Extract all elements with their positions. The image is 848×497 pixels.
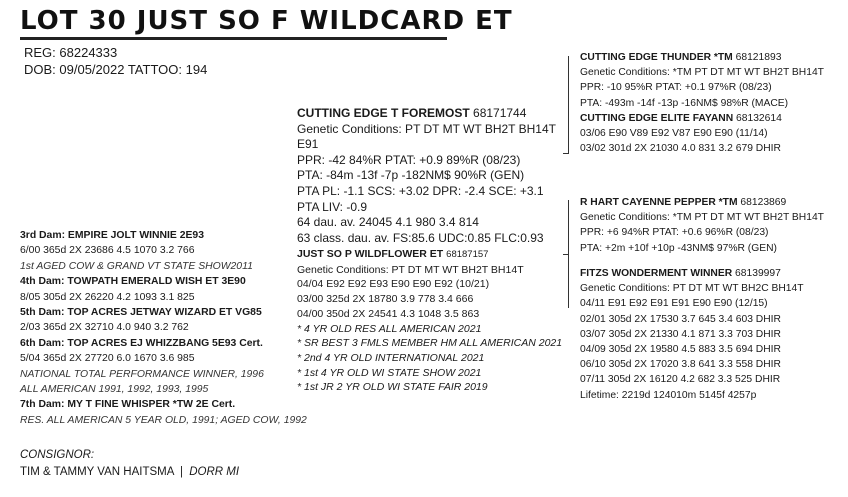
consignor-separator: | [179,465,183,478]
sire-line: Genetic Conditions: PT DT MT WT BH2T BH14T [297,121,556,136]
third-dam-honor: 1st AGED COW & GRAND VT STATE SHOW2011 [20,260,253,272]
consignor-location: DORR MI [189,465,240,478]
animal-info [24,44,207,78]
consignor-line [20,464,239,481]
dam-sire-line: PTA: +2m +10f +10p -43NM$ 97%R (GEN) [580,242,777,254]
dam-dam-name: FITZS WONDERMENT WINNER [580,268,733,279]
dam-line: 04/00 350d 2X 24541 4.3 1048 3.5 863 [297,307,480,320]
sire-bracket-tick [563,153,569,154]
seventh-dam-honor: RES. ALL AMERICAN 5 YEAR OLD, 1991; AGED COW, 1992 [20,414,307,426]
dam-dam-line: 02/01 305d 2X 17530 3.7 645 3.4 603 DHIR [580,313,781,325]
sire-sire-line: PTA: -493m -14f -13p -16NM$ 98%R (MACE) [580,97,789,109]
dam-honor: * 1st JR 2 YR OLD WI STATE FAIR 2019 [297,381,488,394]
sire-name: CUTTING EDGE T FOREMOST [297,106,470,120]
dam-dam-line: 06/10 305d 2X 17020 3.8 641 3.3 558 DHIR [580,359,781,371]
dob-tattoo: DOB: 09/05/2022 TATTOO: 194 [24,62,208,77]
consignor-block [20,447,239,480]
reg-number: REG: 68224333 [24,45,118,60]
lot-title: LOT 30 JUST SO F WILDCARD ET [20,6,513,36]
dam-sire-block [580,195,824,256]
sire-dam-block [580,111,782,157]
dam-honor: * SR BEST 3 FMLS MEMBER HM ALL AMERICAN 2021 [297,337,563,350]
sixth-dam-honor: NATIONAL TOTAL PERFORMANCE WINNER, 1996 [20,368,264,380]
fourth-dam-record: 8/05 305d 2X 26220 4.2 1093 3.1 825 [20,291,195,303]
dam-dam-line: Genetic Conditions: PT DT MT WT BH2C BH14T [580,283,804,295]
sire-block [297,106,556,246]
dam-dam-block [580,266,804,403]
dam-line: 04/04 E92 E92 E93 E90 E90 E92 (10/21) [297,278,490,291]
sixth-dam-record: 5/04 365d 2X 27720 6.0 1670 3.6 985 [20,353,195,365]
sire-dam-line: 03/06 E90 V89 E92 V87 E90 E90 (11/14) [580,128,768,140]
sire-dam-heading [580,111,782,126]
maternal-line-block [20,228,307,428]
dam-line: 03/00 325d 2X 18780 3.9 778 3.4 666 [297,293,474,306]
sire-line: 63 class. dau. av. FS:85.6 UDC:0.85 FLC:0.93 [297,230,544,245]
sire-line: E91 [297,137,319,152]
sire-sire-line: PPR: -10 95%R PTAT: +0.1 97%R (08/23) [580,82,772,94]
dam-sire-reg: 68123869 [740,197,787,208]
dam-honor: * 1st 4 YR OLD WI STATE SHOW 2021 [297,366,482,379]
fifth-dam-title: 5th Dam: TOP ACRES JETWAY WIZARD ET VG85 [20,307,262,319]
third-dam-record: 6/00 365d 2X 23686 4.5 1070 3.2 766 [20,245,195,257]
sire-line: PTA: -84m -13f -7p -182NM$ 90%R (GEN) [297,168,525,183]
sire-dam-line: 03/02 301d 2X 21030 4.0 831 3.2 679 DHIR [580,143,781,155]
sire-dam-reg: 68132614 [736,113,782,124]
sire-sire-name: CUTTING EDGE THUNDER *TM [580,52,733,63]
third-dam-title: 3rd Dam: EMPIRE JOLT WINNIE 2E93 [20,230,204,241]
sire-sire-line: Genetic Conditions: *TM PT DT MT WT BH2T BH14T [580,67,824,79]
sire-sire-heading [580,50,824,65]
dam-dam-line: Lifetime: 2219d 124010m 5145f 4257p [580,389,757,401]
dam-sire-line: Genetic Conditions: *TM PT DT MT WT BH2T BH14T [580,212,824,224]
sire-bracket-line [568,56,569,153]
title-underline [20,37,447,40]
dam-dam-line: 07/11 305d 2X 16120 4.2 682 3.3 525 DHIR [580,374,781,386]
sire-line: 64 dau. av. 24045 4.1 980 3.4 814 [297,215,479,230]
sixth-dam-title: 6th Dam: TOP ACRES EJ WHIZZBANG 5E93 Cert. [20,337,263,349]
dam-sire-name: R HART CAYENNE PEPPER *TM [580,197,738,208]
dam-heading [297,247,562,263]
sire-line: PTA PL: -1.1 SCS: +3.02 DPR: -2.4 SCE: +3.1 [297,183,544,198]
consignor-name: TIM & TAMMY VAN HAITSMA [20,465,174,478]
fifth-dam-record: 2/03 365d 2X 32710 4.0 940 3.2 762 [20,322,189,334]
dam-name: JUST SO P WILDFLOWER ET [297,248,444,260]
dam-dam-line: 03/07 305d 2X 21330 4.1 871 3.3 703 DHIR [580,328,781,340]
dam-line: Genetic Conditions: PT DT MT WT BH2T BH14T [297,263,524,276]
sire-heading [297,106,556,122]
dam-sire-line: PPR: +6 94%R PTAT: +0.6 96%R (08/23) [580,227,769,239]
dam-honor: * 4 YR OLD RES ALL AMERICAN 2021 [297,322,482,335]
dam-block [297,247,562,395]
sire-line: PTA LIV: -0.9 [297,199,368,214]
consignor-label: CONSIGNOR: [20,449,95,461]
dam-dam-line: 04/09 305d 2X 19580 4.5 883 3.5 694 DHIR [580,344,781,356]
dam-dam-reg: 68139997 [735,268,781,279]
dam-dam-heading [580,266,804,281]
sire-sire-block [580,50,824,111]
sire-sire-reg: 68121893 [735,52,782,63]
dam-honor: * 2nd 4 YR OLD INTERNATIONAL 2021 [297,351,485,364]
sixth-dam-honor: ALL AMERICAN 1991, 1992, 1993, 1995 [20,384,209,396]
dam-dam-line: 04/11 E91 E92 E91 E91 E90 E90 (12/15) [580,298,768,310]
sire-dam-name: CUTTING EDGE ELITE FAYANN [580,113,734,124]
seventh-dam-title: 7th Dam: MY T FINE WHISPER *TW 2E Cert. [20,399,236,411]
sire-reg: 68171744 [473,106,527,120]
sire-line: PPR: -42 84%R PTAT: +0.9 89%R (08/23) [297,152,521,167]
dam-reg: 68187157 [446,249,489,260]
dam-bracket-tick [563,254,569,255]
dam-sire-heading [580,195,824,210]
fourth-dam-title: 4th Dam: TOWPATH EMERALD WISH ET 3E90 [20,276,246,288]
